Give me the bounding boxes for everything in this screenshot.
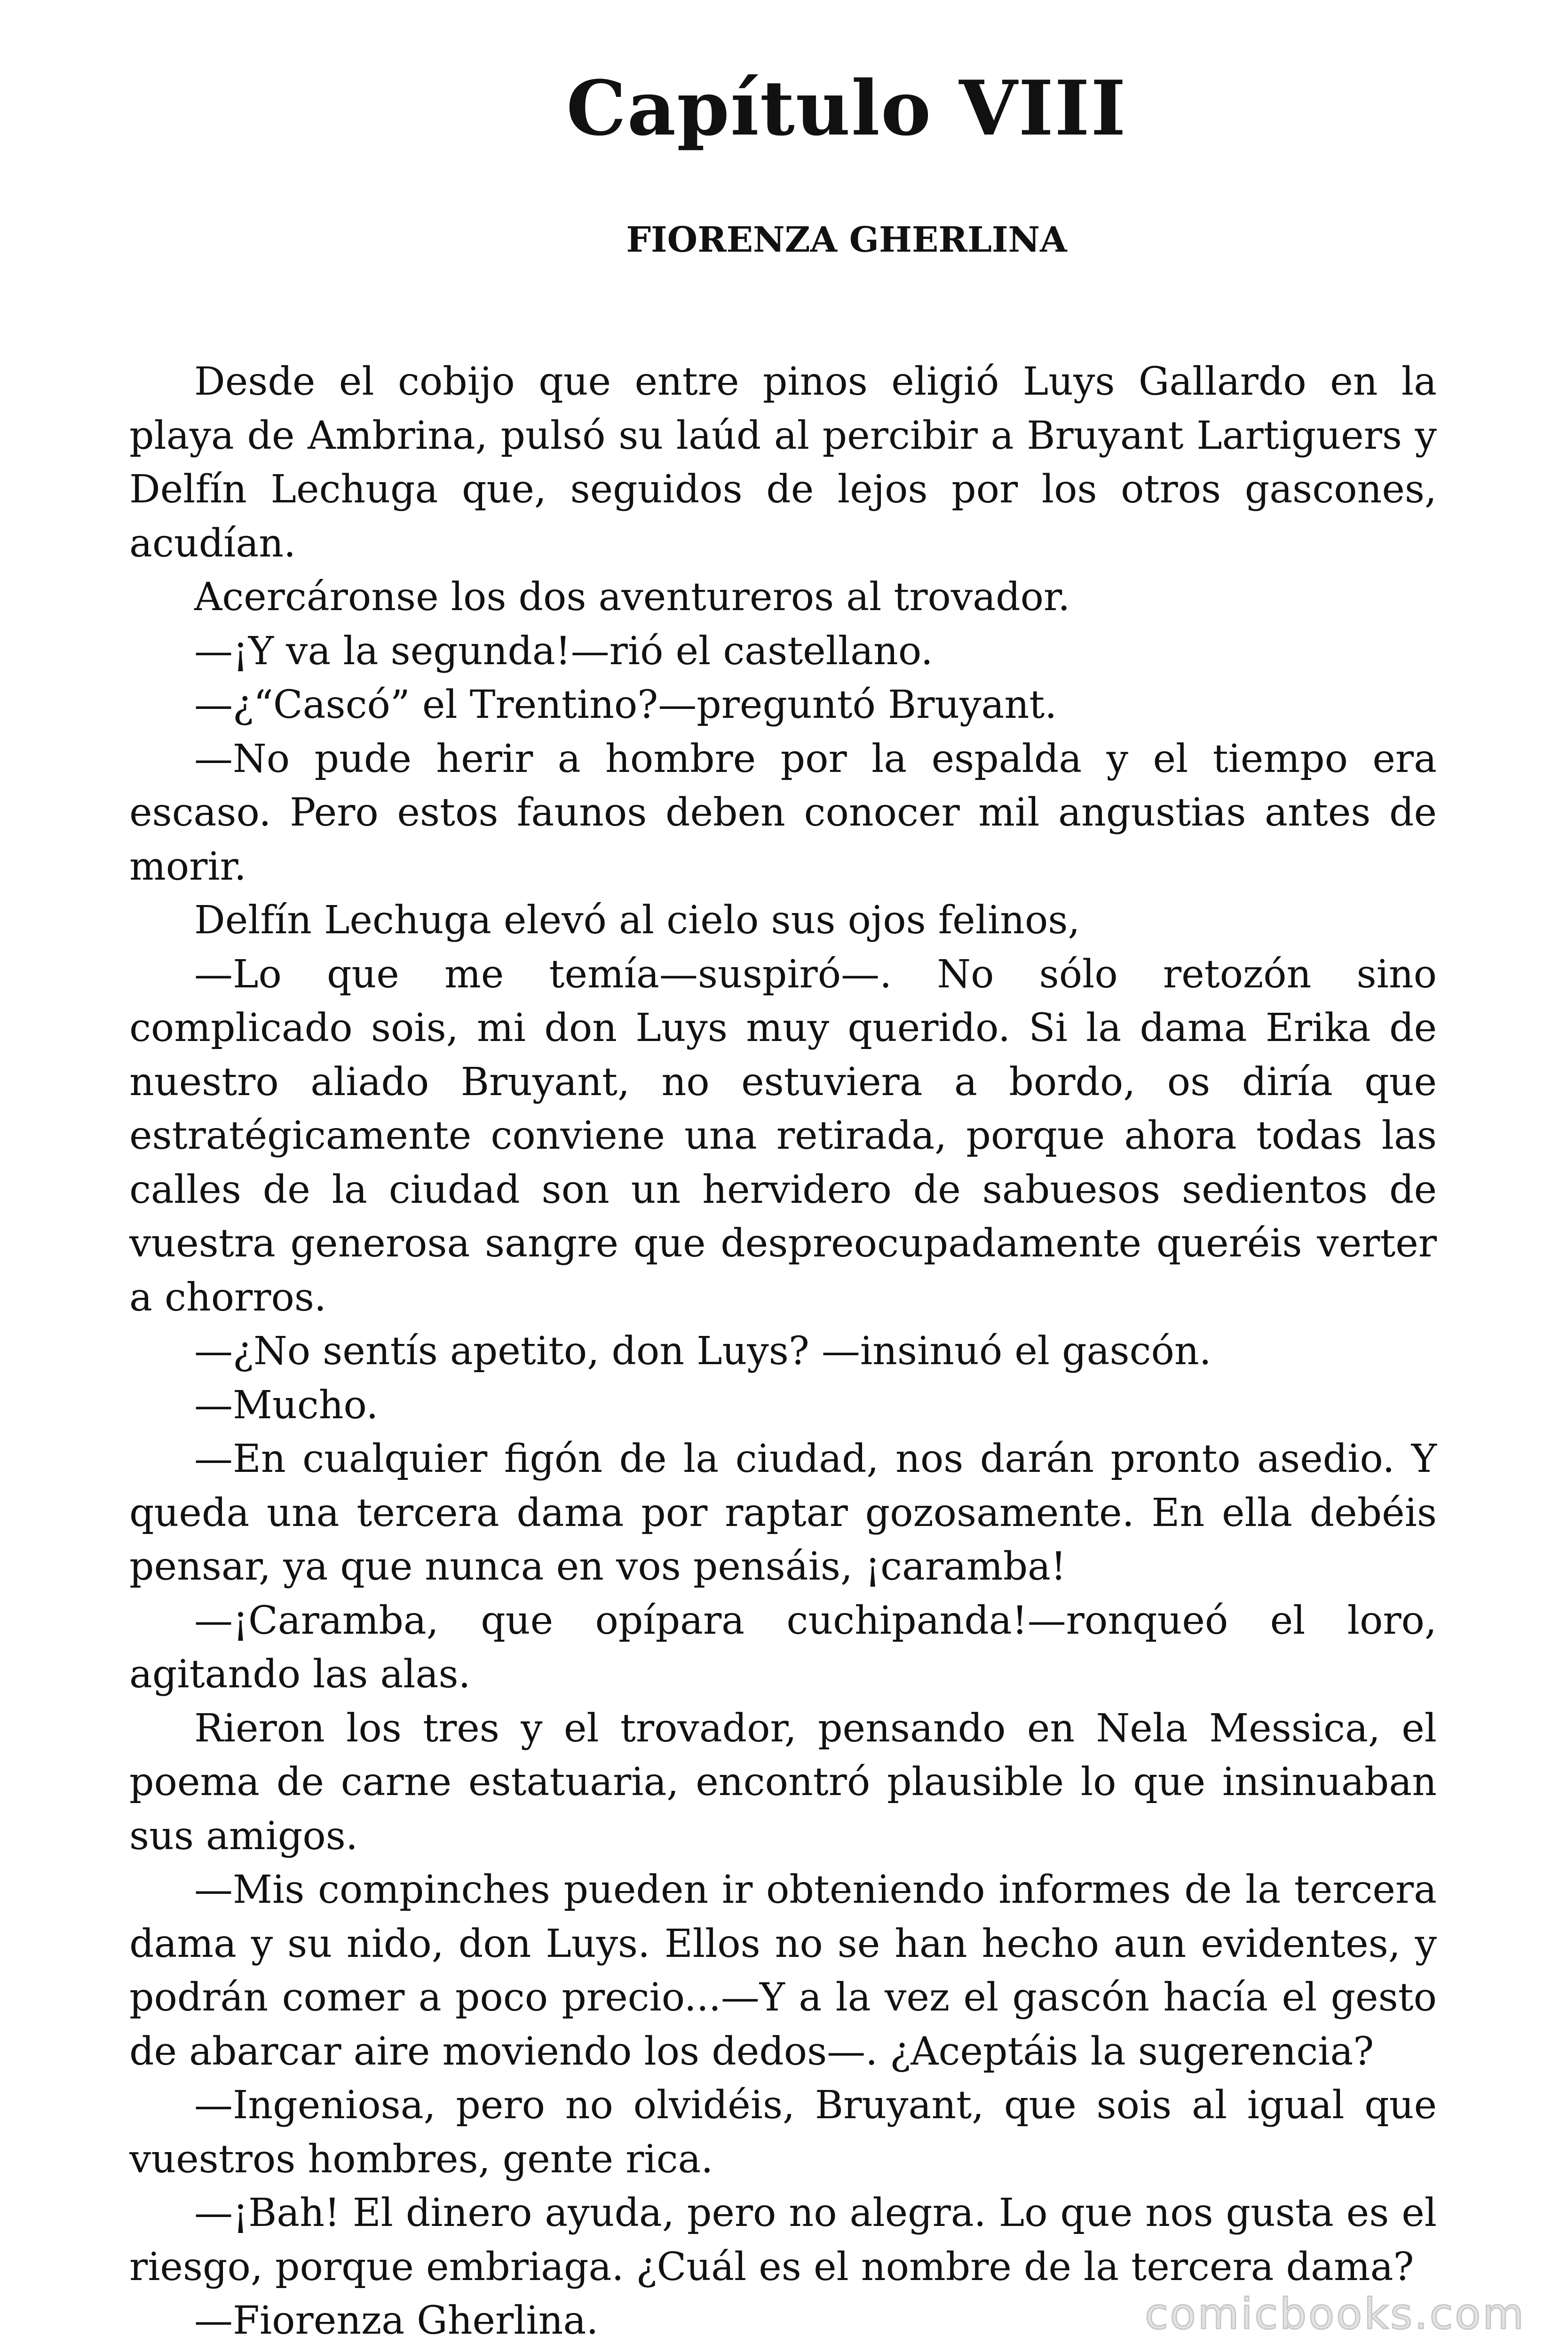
chapter-subtitle: FIORENZA GHERLINA bbox=[626, 220, 1067, 260]
paragraph bbox=[129, 2348, 1437, 2352]
paragraph: —Lo que me temía—suspiró—. No sólo retozón sino complicado sois, mi don Luys muy querido. Si la dama Erika de nuestro aliado Bruyant, no estuviera a bordo, os diría que estratégicamente conviene una retirada, porque ahora todas las calles de la ciudad son un hervidero de sabuesos sedientos de vuestra generosa sangre que despreocupadamente queréis verter a chorros. bbox=[129, 952, 1437, 1320]
paragraph: —¿“Cascó” el Trentino?—preguntó Bruyant. bbox=[194, 683, 1057, 727]
paragraph: —Fiorenza Gherlina. bbox=[194, 2298, 599, 2343]
paragraph: —Mis compinches pueden ir obteniendo informes de la tercera dama y su nido, don Luys. Ellos no se han hecho aun evidentes, y podrán comer a poco precio...—Y a la vez el gascón hacía el gesto de abarcar aire moviendo los dedos—. ¿Aceptáis la sugerencia? bbox=[129, 1867, 1437, 2074]
paragraph: —No pude herir a hombre por la espalda y el tiempo era escaso. Pero estos faunos deben conocer mil angustias antes de morir. bbox=[129, 736, 1437, 889]
paragraph: Desde el cobijo que entre pinos eligió Luys Gallardo en la playa de Ambrina, pulsó su laúd al percibir a Bruyant Lartiguers y Delfín Lechuga que, seguidos de lejos por los otros gascones, acudían. bbox=[129, 359, 1437, 566]
chapter-title: Capítulo VIII bbox=[566, 64, 1127, 152]
chapter-body bbox=[129, 355, 1437, 2352]
paragraph: —Ingeniosa, pero no olvidéis, Bruyant, que sois al igual que vuestros hombres, gente rica. bbox=[129, 2083, 1437, 2182]
paragraph: —Mucho. bbox=[194, 1383, 379, 1428]
paragraph: —En cualquier figón de la ciudad, nos darán pronto asedio. Y queda una tercera dama por raptar gozosamente. En ella debéis pensar, ya que nunca en vos pensáis, ¡caramba! bbox=[129, 1437, 1437, 1589]
paragraph: —¡Caramba, que opípara cuchipanda!—ronqueó el loro, agitando las alas. bbox=[129, 1598, 1437, 1697]
paragraph: —¡Bah! El dinero ayuda, pero no alegra. Lo que nos gusta es el riesgo, porque embriaga. ¿Cuál es el nombre de la tercera dama? bbox=[129, 2191, 1437, 2289]
paragraph: Delfín Lechuga elevó al cielo sus ojos felinos, bbox=[194, 898, 1080, 943]
paragraph: Acercáronse los dos aventureros al trovador. bbox=[194, 575, 1070, 620]
watermark: comicbooks.com bbox=[1145, 2289, 1526, 2339]
paragraph: —¡Y va la segunda!—rió el castellano. bbox=[194, 628, 933, 674]
paragraph: —¿No sentís apetito, don Luys? —insinuó el gascón. bbox=[194, 1329, 1212, 1374]
paragraph: Rieron los tres y el trovador, pensando en Nela Messica, el poema de carne estatuaria, encontró plausible lo que insinuaban sus amigos. bbox=[129, 1706, 1437, 1859]
